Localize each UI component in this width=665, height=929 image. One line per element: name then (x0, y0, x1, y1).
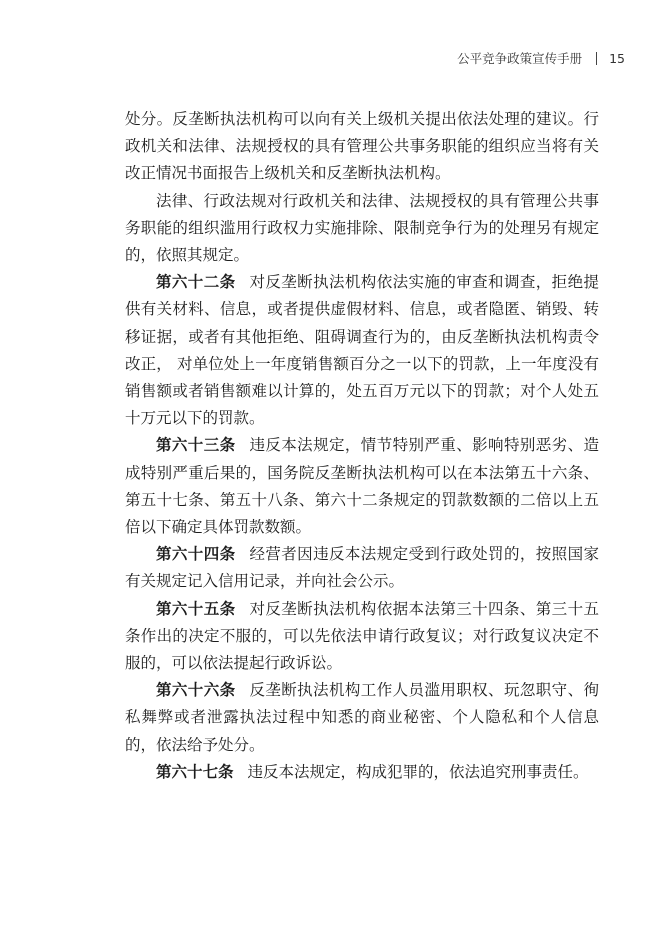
article-number: 第六十七条 (156, 762, 234, 781)
article-text: 经营者因违反本法规定受到行政处罚的，按照国家有关规定记入信用记录，并向社会公示。 (125, 545, 599, 591)
paragraph-continuation (125, 106, 599, 188)
article-63 (125, 432, 599, 541)
article-number: 第六十三条 (156, 436, 236, 455)
paragraph-text: 法律、行政法规对行政机关和法律、法规授权的具有管理公共事务职能的组织滥用行政权力实施排除、限制竞争行为的处理另有规定的，依照其规定。 (125, 191, 599, 265)
running-header (457, 48, 625, 68)
body-text (125, 106, 599, 786)
article-number: 第六十五条 (156, 599, 236, 618)
page-number: 15 (609, 50, 625, 66)
paragraph (125, 188, 599, 270)
article-number: 第六十六条 (156, 681, 236, 700)
article-65 (125, 596, 599, 678)
article-number: 第六十二条 (156, 273, 236, 292)
article-text: 违反本法规定，情节特别严重、影响特别恶劣、造成特别严重后果的，国务院反垄断执法机构可以在本法第五十六条、第五十七条、第五十八条、第六十二条规定的罚款数额的二倍以上五倍以下确定具体罚款数额。 (125, 436, 599, 537)
article-64 (125, 541, 599, 595)
handbook-title: 公平竞争政策宣传手册 (457, 51, 583, 66)
article-text: 违反本法规定，构成犯罪的，依法追究刑事责任。 (247, 762, 589, 781)
article-text: 对反垄断执法机构依法实施的审查和调查，拒绝提供有关材料、信息，或者提供虚假材料、信息，或者隐匿、销毁、转移证据，或者有其他拒绝、阻碍调查行为的，由反垄断执法机构责令改正， 对单位处上一年度销售额百分之一以下的罚款，上一年度没有销售额或者销售额难以计算的，处五百万元以下的罚款；对个人处五十万元以下的罚款。 (125, 273, 599, 428)
article-text: 反垄断执法机构工作人员滥用职权、玩忽职守、徇私舞弊或者泄露执法过程中知悉的商业秘密、个人隐私和个人信息的，依法给予处分。 (125, 681, 599, 754)
header-divider (596, 52, 597, 65)
article-62 (125, 269, 599, 432)
article-66 (125, 677, 599, 759)
article-67 (125, 759, 599, 786)
article-number: 第六十四条 (156, 545, 236, 564)
article-text: 对反垄断执法机构依据本法第三十四条、第三十五条作出的决定不服的，可以先依法申请行政复议；对行政复议决定不服的，可以依法提起行政诉讼。 (125, 599, 599, 673)
paragraph-text: 处分。反垄断执法机构可以向有关上级机关提出依法处理的建议。行政机关和法律、法规授权的具有管理公共事务职能的组织应当将有关改正情况书面报告上级机关和反垄断执法机构。 (125, 110, 599, 183)
